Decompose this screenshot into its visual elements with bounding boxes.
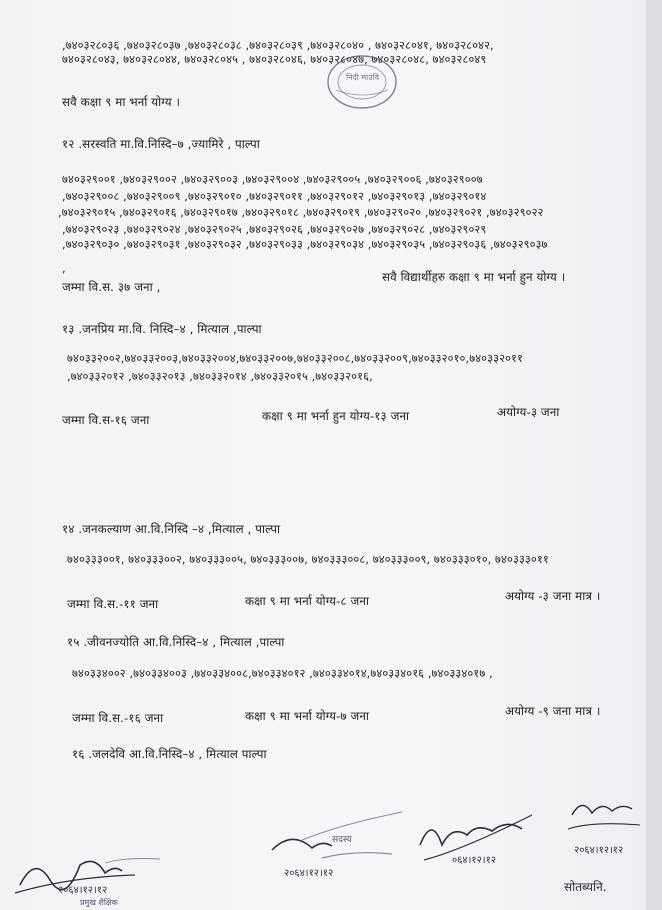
school-heading: १५ .जीवनज्योति आ.वि.निस्दि–४ , मित्याल ,पाल्पा (67, 635, 285, 649)
total-students: जम्मा वि.स.-११ जना (67, 597, 159, 611)
signature-date: २०६४।१२।१२ (284, 868, 334, 879)
signature-date: २०६४।१२।१२ (58, 885, 108, 896)
page-edge (646, 0, 662, 910)
total-students: जम्मा वि.स-१६ जना (62, 413, 150, 427)
symbol-numbers-row: ७४०३२९००१ ,७४०३२९००२ ,७४०३२९००३ ,७४०३२९००४ ,७४०३२९००५ ,७४०३२९००६ ,७४०३२९००७ (62, 173, 483, 186)
ineligible-count: अयोग्य-३ जना (497, 405, 560, 419)
signature-4 (562, 795, 646, 905)
result-summary: सवै कक्षा ९ मा भर्ना योग्य । (62, 95, 181, 109)
signature-date: ०६४।१२।१२ (452, 855, 496, 866)
symbol-numbers-row: ,७४०३२८०३६ ,७४०३२८०३७ ,७४०३२८०३८ ,७४०३२८०३९ ,७४०३२८०४० , ७४०३२८०४१, ७४०३२८०४२, (62, 39, 494, 52)
signature-3 (412, 805, 552, 880)
symbol-numbers-row: ,७४०३३२०१२ ,७४०३३२०१३ ,७४०३३२०१४ ,७४०३३२०१५ ,७४०३३२०१६, (67, 370, 373, 383)
symbol-numbers-row: ७४०३३२००२,७४०३३२००३,७४०३३२००४,७४०३३२००७,७४०३३२००८,७४०३३२००९,७४०३३२०१०,७४०३३२०११ (67, 352, 523, 365)
school-heading: १४ .जनकल्याण आ.वि.निस्दि –४ ,मित्याल , पाल्पा (62, 522, 281, 536)
symbol-numbers-row: ,७४०३२९०२३ ,७४०३२९०२४ ,७४०३२९०२५ ,७४०३२९०२६ ,७४०३२९०२७ ,७४०३२९०२८ ,७४०३२९०२९ (62, 223, 487, 236)
symbol-numbers-row: ७४०३३३००१, ७४०३३३००२, ७४०३३३००५, ७४०३३३००७, ७४०३३३००८, ७४०३३३००९, ७४०३३३०१०, ७४०३३३०११ (67, 553, 549, 566)
ineligible-count: अयोग्य -९ जना मात्र । (505, 704, 601, 718)
official-stamp (322, 52, 402, 112)
trailing-comma: , (62, 262, 66, 275)
stamp-text: निदी माउवि (346, 73, 380, 82)
ineligible-count: अयोग्य -३ जना मात्र । (505, 589, 601, 603)
signature-2 (262, 810, 412, 900)
signature-title: प्रमुख शैक्षिक (80, 898, 118, 907)
total-students: जम्मा वि.स. ३७ जना , (62, 280, 161, 294)
eligible-count: कक्षा ९ मा भर्ना योग्य-८ जना (245, 594, 370, 608)
school-heading: १२ .सरस्वति मा.वि.निस्दि–७ ,ज्यामिरे , पाल्पा (62, 137, 260, 151)
symbol-numbers-row: ७४०३३४००२ ,७४०३३४००३ ,७४०३३४००८,७४०३३४०१२ ,७४०३३४०१४,७४०३३४०१६ ,७४०३३४०१७ , (72, 667, 493, 680)
result-summary: सवै विद्यार्थीहरु कक्षा ९ मा भर्ना हुन योग्य । (382, 270, 566, 284)
symbol-numbers-row: ७४०३२८०४३, ७४०३२८०४४, ७४०३२८०४५ , ७४०३२८०४६, ७४०३२८०४७, ७४०३२८०४८, ७४०३२८०४९ (62, 53, 487, 66)
total-students: जम्मा वि.स.-१६ जना (72, 711, 164, 725)
symbol-numbers-row: ,७४०३२९०१५ ,७४०३२९०१६ ,७४०३२९०१७ ,७४०३२९०१८ ,७४०३२९०१९ ,७४०३२९०२० ,७४०३२९०२१ ,७४०३२९०२२ (58, 206, 544, 219)
signature-name: सोतब्यनि. (564, 880, 607, 894)
eligible-count: कक्षा ९ मा भर्ना हुन योग्य-१३ जना (262, 409, 410, 423)
symbol-numbers-row: ,७४०३२९००८ ,७४०३२९००९ ,७४०३२९०१० ,७४०३२९०११ ,७४०३२९०१२ ,७४०३२९०१३ ,७४०३२९०१४ (62, 190, 487, 203)
signature-date: २०६४।१२।१२ (574, 845, 624, 856)
signature-1 (10, 835, 190, 910)
symbol-numbers-row: ,७४०३२९०३० ,७४०३२९०३१ ,७४०३२९०३२ ,७४०३२९०३३ ,७४०३२९०३४ ,७४०३२९०३५ ,७४०३२९०३६ ,७४०३२९०३७ (62, 238, 548, 251)
school-heading: १३ .जनप्रिय मा.वि. निस्दि–४ , मित्याल ,पाल्पा (62, 322, 262, 336)
signature-name: सदस्य (332, 835, 352, 845)
eligible-count: कक्षा ९ मा भर्ना योग्य-७ जना (245, 709, 370, 723)
school-heading: १६ .जलदेवि आ.वि.निस्दि–४ , मित्याल पाल्पा (72, 747, 267, 761)
